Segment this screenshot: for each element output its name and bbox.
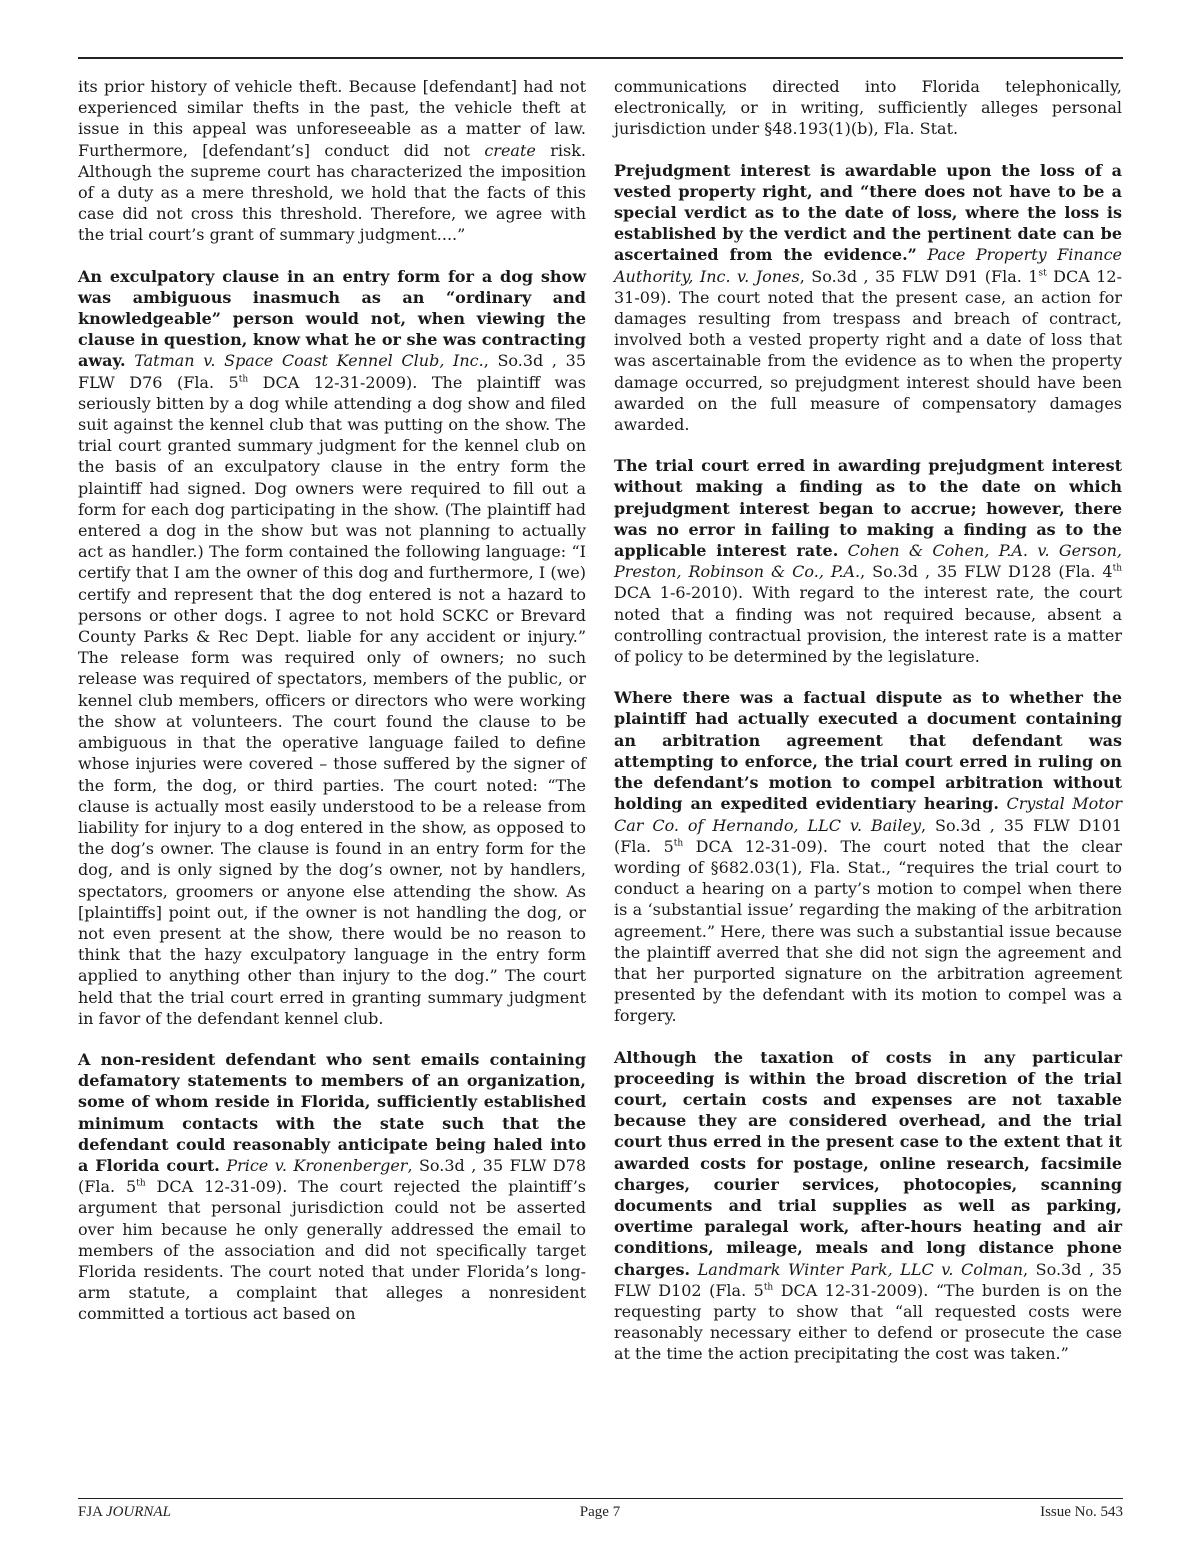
case-summary-tatman: An exculpatory clause in an entry form for a dog show was ambiguous inasmuch as an “ordinary and knowledgeable” person would not, when viewing the clause in question, know what he or she was contracting away. Tatman v. Space Coast Kennel Club, Inc., So.3d , 35 FLW D76 (Fla. 5th DCA 12-31-2009). The plaintiff was seriously bitten by a dog while attending a dog show and filed suit against the kennel club that was putting on the show. The trial court granted summary judgment for the kennel club on the basis of an exculpatory clause in the entry form the plaintiff had signed. Dog owners were required to fill out a form for each dog participating in the show. (The plaintiff had entered a dog in the show but was not planning to actually act as handler.) The form contained the following language: “I certify that I am the owner of this dog and furthermore, I (we) certify and represent that the dog entered is not a hazard to persons or other dogs. I agree to not hold SCKC or Brevard County Parks & Rec Dept. liable for any accident or injury.” The release form was required only of owners; no such release was required of spectators, members of the public, or kennel club members, officers or directors who were working the show at volunteers. The court found the clause to be ambiguous in that the operative language failed to define whose injuries were covered – those suffered by the signer of the form, the dog, or third parties. The court noted: “The clause is actually most easily understood to be a release from liability for injury to a dog entered in the show, as opposed to the dog’s owner. The clause is found in an entry form for the dog, and is only signed by the dog’s owner, not by handlers, spectators, groomers or anyone else attending the show. As [plaintiffs] point out, if the owner is not handling the dog, or not even present at the show, there would be no reason to think that the hazy exculpatory language in the entry form applied to anything other than injury to the dog.” The court held that the trial court erred in granting summary judgment in favor of the defendant kennel club. <box>78 266 586 1028</box>
case-name: Landmark Winter Park, LLC v. Colman <box>697 1259 1024 1279</box>
case-name: Tatman v. Space Coast Kennel Club, Inc. <box>134 351 484 371</box>
case-summary-cohen: The trial court erred in awarding prejudgment interest without making a finding as to the date on which prejudgment interest began to accrue; however, there was no error in failing to making a finding as to the applicable interest rate. Cohen & Cohen, P.A. v. Gerson, Preston, Robinson & Co., P.A., So.3d , 35 FLW D128 (Fla. 4th DCA 1-6-2010). With regard to the interest rate, the court noted that a finding was not required because, absent a controlling contractual provision, the interest rate is a matter of policy to be determined by the legislature. <box>614 456 1122 667</box>
case-headnote: The trial court erred in awarding prejudgment interest without making a finding as to the date on which prejudgment interest began to accrue; however, there was no error in failing to making a finding as to the applicable interest rate. <box>614 456 1122 561</box>
case-headnote: Although the taxation of costs in any particular proceeding is within the broad discretion of the trial court, certain costs and expenses are not taxable because they are considered overhead, and the trial court thus erred in the present case to the extent that it awarded costs for postage, online research, facsimile charges, courier services, photocopies, scanning documents and trial supplies as well as parking, overtime paralegal work, after-hours heating and air conditions, mileage, meals and long distance phone charges. <box>614 1047 1122 1279</box>
case-name: Cohen & Cohen, P.A. v. Gerson, Preston, Robinson & Co., P.A. <box>614 541 1122 582</box>
footer-issue: Issue No. 543 <box>1040 1504 1123 1520</box>
footer-publication: FJA JOURNAL <box>78 1504 171 1520</box>
case-summary-crystal: Where there was a factual dispute as to whether the plaintiff had actually executed a document containing an arbitration agreement that defendant was attempting to enforce, the trial court erred in ruling on the defendant’s motion to compel arbitration without holding an expedited evidentiary hearing. Crystal Motor Car Co. of Hernando, LLC v. Bailey, So.3d , 35 FLW D101 (Fla. 5th DCA 12-31-09). The court noted that the clear wording of §682.03(1), Fla. Stat., “requires the trial court to conduct a hearing on a party’s motion to compel when there is a ‘substantial issue’ regarding the making of the arbitration agreement.” Here, there was such a substantial issue because the plaintiff averred that she did not sign the agreement and that her purported signature on the arbitration agreement presented by the defendant with its motion to compel was a forgery. <box>614 688 1123 1026</box>
case-headnote: An exculpatory clause in an entry form for a dog show was ambiguous inasmuch as an “ordinary and knowledgeable” person would not, when viewing the clause in question, know what he or she was contracting away. <box>78 266 586 371</box>
paragraph-continued-right: communications directed into Florida telephonically, electronically, or in writing, sufficiently alleges personal jurisdiction under §48.193(1)(b), Fla. Stat. <box>614 77 1122 139</box>
case-summary-price: A non-resident defendant who sent emails containing defamatory statements to members of an organization, some of whom reside in Florida, sufficiently established minimum contacts with the state such that the defendant could reasonably anticipate being haled into a Florida court. Price v. Kronenberger, So.3d , 35 FLW D78 (Fla. 5th DCA 12-31-09). The court rejected the plaintiff’s argument that personal jurisdiction could not be asserted over him because he only generally addressed the email to members of the association and did not specifically target Florida residents. The court noted that under Florida’s long-arm statute, a complaint that alleges a nonresident committed a tortious act based on <box>78 1049 587 1324</box>
case-name: Crystal Motor Car Co. of Hernando, LLC v. Bailey <box>614 794 1122 835</box>
case-summary-landmark: Although the taxation of costs in any particular proceeding is within the broad discretion of the trial court, certain costs and expenses are not taxable because they are considered overhead, and the trial court thus erred in the present case to the extent that it awarded costs for postage, online research, facsimile charges, courier services, photocopies, scanning documents and trial supplies as well as parking, overtime paralegal work, after-hours heating and air conditions, mileage, meals and long distance phone charges. Landmark Winter Park, LLC v. Colman, So.3d , 35 FLW D102 (Fla. 5th DCA 12-31-2009). “The burden is on the requesting party to show that “all requested costs were reasonably necessary either to defend or prosecute the case at the time the action precipitating the cost was taken.” <box>614 1047 1123 1364</box>
paragraph-continued: its prior history of vehicle theft. Because [defendant] had not experienced similar thefts in the past, the vehicle theft at issue in this appeal was unforeseeable as a matter of law. Furthermore, [defendant’s] conduct did not create risk. Although the supreme court has characterized the imposition of a duty as a mere threshold, we hold that the facts of this case did not cross this threshold. Therefore, we agree with the trial court’s grant of summary judgment....” <box>78 77 586 245</box>
case-summary-pace: Prejudgment interest is awardable upon the loss of a vested property right, and “there does not have to be a special verdict as to the date of loss, where the loss is established by the verdict and the pertinent date can be ascertained from the evidence.” Pace Property Finance Authority, Inc. v. Jones, So.3d , 35 FLW D91 (Fla. 1st DCA 12-31-09). The court noted that the present case, an action for damages resulting from trespass and breach of contract, involved both a vested property right and a date of loss that was ascertainable from the evidence as to when the property damage occurred, so prejudgment interest should have been awarded on the full measure of compensatory damages awarded. <box>614 160 1123 435</box>
right-column <box>614 76 1122 1385</box>
left-column <box>78 76 586 1345</box>
case-headnote: A non-resident defendant who sent emails containing defamatory statements to members of an organization, some of whom reside in Florida, sufficiently established minimum contacts with the state such that the defendant could reasonably anticipate being haled into a Florida court. <box>78 1049 586 1175</box>
case-headnote: Where there was a factual dispute as to whether the plaintiff had actually executed a document containing an arbitration agreement that defendant was attempting to enforce, the trial court erred in ruling on the defendant’s motion to compel arbitration without holding an expedited evidentiary hearing. <box>614 688 1122 814</box>
top-rule <box>78 57 1123 59</box>
case-name: Price v. Kronenberger <box>226 1155 408 1175</box>
case-headnote: Prejudgment interest is awardable upon the loss of a vested property right, and “there does not have to be a special verdict as to the date of loss, where the loss is established by the verdict and the pertinent date can be ascertained from the evidence.” <box>614 160 1122 265</box>
bottom-rule <box>78 1498 1123 1499</box>
footer-page-number: Page 7 <box>579 1504 621 1520</box>
case-name: Pace Property Finance Authority, Inc. v. Jones <box>614 245 1123 286</box>
